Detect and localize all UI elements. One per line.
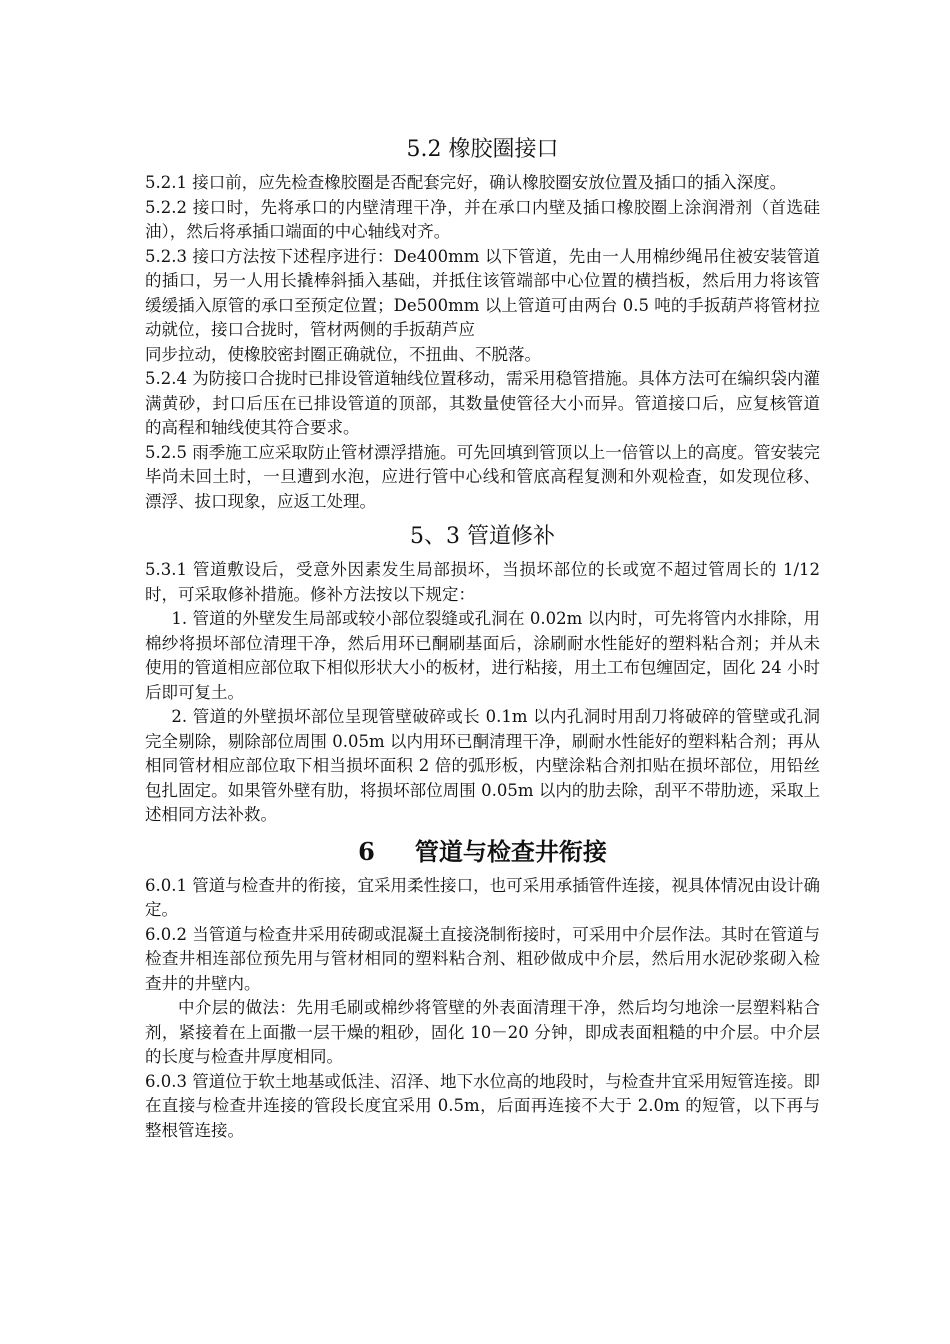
clause-5-2-1: 5.2.1 接口前，应先检查橡胶圈是否配套完好，确认橡胶圈安放位置及插口的插入深度。	[145, 173, 787, 192]
clause-5-2-5: 5.2.5 雨季施工应采取防止管材漂浮措施。可先回填到管顶以上一倍管以上的高度。管安装完毕尚未回土时，一旦遭到水泡，应进行管中心线和管底高程复测和外观检查，如发现位移、漂浮、拔口现象，应返工处理。	[145, 442, 820, 511]
clause-5-2-4: 5.2.4 为防接口合拢时已排设管道轴线位置移动，需采用稳管措施。具体方法可在编织袋内灌满黄砂，封口后压在已排设管道的顶部，其数量使管径大小而异。管道接口后，应复核管道的高程和轴线使其符合要求。	[145, 369, 820, 437]
chapter-6-heading	[145, 834, 820, 870]
clause-5-3-1: 5.3.1 管道敷设后，受意外因素发生局部损坏，当损坏部位的长或宽不超过管周长的 1/12 时，可采取修补措施。修补方法按以下规定：	[145, 560, 820, 604]
clause-6-0-2: 6.0.2 当管道与检查井采用砖砌或混凝土直接浇制衔接时，可采用中介层作法。其时在管道与检查井相连部位预先用与管材相同的塑料粘合剂、粗砂做成中介层，然后用水泥砂浆砌入检查井的井壁内。	[145, 924, 820, 993]
interlayer-method: 中介层的做法：先用毛刷或棉纱将管壁的外表面清理干净，然后均匀地涂一层塑料粘合剂，紧接着在上面撒一层干燥的粗砂，固化 10－20 分钟，即成表面粗糙的中介层。中介层的长度与检查井厚度相同。	[145, 998, 820, 1066]
document-body	[145, 133, 820, 1143]
clause-6-0-3: 6.0.3 管道位于软土地基或低洼、沼泽、地下水位高的地段时，与检查井宜采用短管连接。即在直接与检查井连接的管段长度宜采用 0.5m，后面再连接不大于 2.0m 的短管，以下再与整根管连接。	[145, 1071, 820, 1140]
repair-item-1: 1. 管道的外壁发生局部或较小部位裂缝或孔洞在 0.02m 以内时，可先将管内水排除，用棉纱将损坏部位清理干净，然后用环已酮刷基面后，涂刷耐水性能好的塑料粘合剂；并从未使用的管道相应部位取下相似形状大小的板材，进行粘接，用土工布包缠固定，固化 24 小时后即可复土。	[145, 609, 820, 702]
clause-5-2-2: 5.2.2 接口时，先将承口的内壁清理干净，并在承口内壁及插口橡胶圈上涂润滑剂（首选硅油），然后将承插口端面的中心轴线对齐。	[145, 197, 820, 241]
chapter-6-number: 6	[358, 836, 375, 866]
section-5-3-heading: 5、3 管道修补	[410, 524, 555, 549]
clause-6-0-1: 6.0.1 管道与检查井的衔接，宜采用柔性接口，也可采用承插管件连接，视具体情况由设计确定。	[145, 875, 820, 919]
repair-item-2: 2. 管道的外壁损坏部位呈现管壁破碎或长 0.1m 以内孔洞时用刮刀将破碎的管壁或孔洞完全剔除，剔除部位周围 0.05m 以内用环已酮清理干净，刷耐水性能好的塑料粘合剂；再从相同管材相应部位取下相当损坏面积 2 倍的弧形板，内壁涂粘合剂扣贴在损坏部位，用铅丝包扎固定。如果管外壁有肋，将损坏部位周围 0.05m 以内的肋去除，刮平不带肋迹，采取上述相同方法补救。	[145, 707, 820, 824]
clause-5-2-3: 5.2.3 接口方法按下述程序进行：De400mm 以下管道，先由一人用棉纱绳吊住被安装管道的插口，另一人用长撬棒斜插入基础，并抵住该管端部中心位置的横挡板，然后用力将该管缓缓插入原管的承口至预定位置；De500mm 以上管道可由两台 0.5 吨的手扳葫芦将管材拉动就位，接口合拢时，管材两侧的手扳葫芦应	[145, 246, 820, 339]
clause-5-2-3-continued: 同步拉动，使橡胶密封圈正确就位，不扭曲、不脱落。	[145, 344, 541, 364]
section-5-2-heading: 5.2 橡胶圈接口	[406, 137, 559, 162]
chapter-6-title: 管道与检查井衔接	[414, 836, 607, 866]
